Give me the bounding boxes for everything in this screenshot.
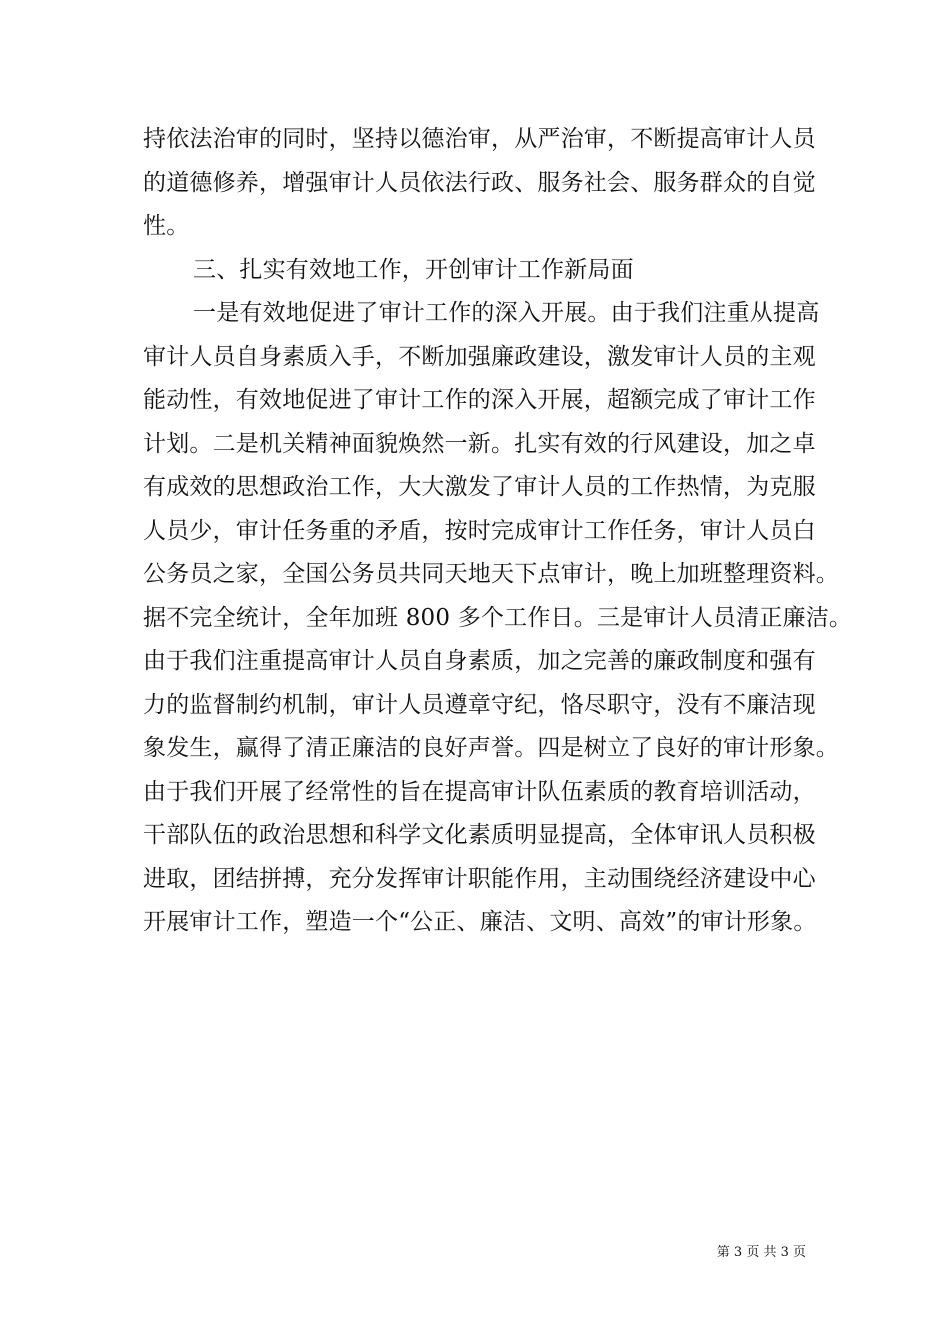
text-line: 计划。二是机关精神面貌焕然一新。扎实有效的行风建设，加之卓	[143, 430, 816, 457]
text-line: 的道德修养，增强审计人员依法行政、服务社会、服务群众的自觉	[143, 169, 816, 196]
page-number: 第 3 页 共 3 页	[716, 1245, 806, 1260]
text-line: 审计人员自身素质入手，不断加强廉政建设，激发审计人员的主观	[143, 343, 816, 370]
text-line: 据不完全统计，全年加班 800 多个工作日。三是审计人员清正廉洁。	[143, 604, 853, 631]
text-line: 有成效的思想政治工作，大大激发了审计人员的工作热情，为克服	[143, 474, 816, 500]
text-line: 由于我们注重提高审计人员自身素质，加之完善的廉政制度和强有	[143, 648, 816, 674]
text-line: 象发生，赢得了清正廉洁的良好声誉。四是树立了良好的审计形象。	[143, 735, 839, 761]
text-line: 性。	[143, 213, 190, 239]
text-line: 公务员之家，全国公务员共同天地天下点审计，晚上加班整理资料。	[143, 561, 839, 587]
text-line: 进取，团结拼搏，充分发挥审计职能作用，主动围绕经济建设中心	[143, 865, 816, 892]
text-line: 由于我们开展了经常性的旨在提高审计队伍素质的教育培训活动，	[143, 778, 816, 805]
section-heading: 三、扎实有效地工作，开创审计工作新局面	[193, 256, 634, 283]
text-line: 干部队伍的政治思想和科学文化素质明显提高，全体审讯人员积极	[143, 822, 816, 848]
text-line: 能动性，有效地促进了审计工作的深入开展，超额完成了审计工作	[143, 387, 816, 413]
text-line: 持依法治审的同时，坚持以德治审，从严治审，不断提高审计人员	[143, 126, 816, 152]
text-line: 开展审计工作，塑造一个“公正、廉洁、文明、高效”的审计形象。	[143, 909, 817, 935]
body-text	[143, 118, 853, 945]
text-line: 一是有效地促进了审计工作的深入开展。由于我们注重从提高	[193, 300, 820, 326]
text-line: 人员少，审计任务重的矛盾，按时完成审计工作任务，审计人员白	[143, 517, 816, 544]
text-line: 力的监督制约机制，审计人员遵章守纪，恪尽职守，没有不廉洁现	[143, 691, 816, 718]
